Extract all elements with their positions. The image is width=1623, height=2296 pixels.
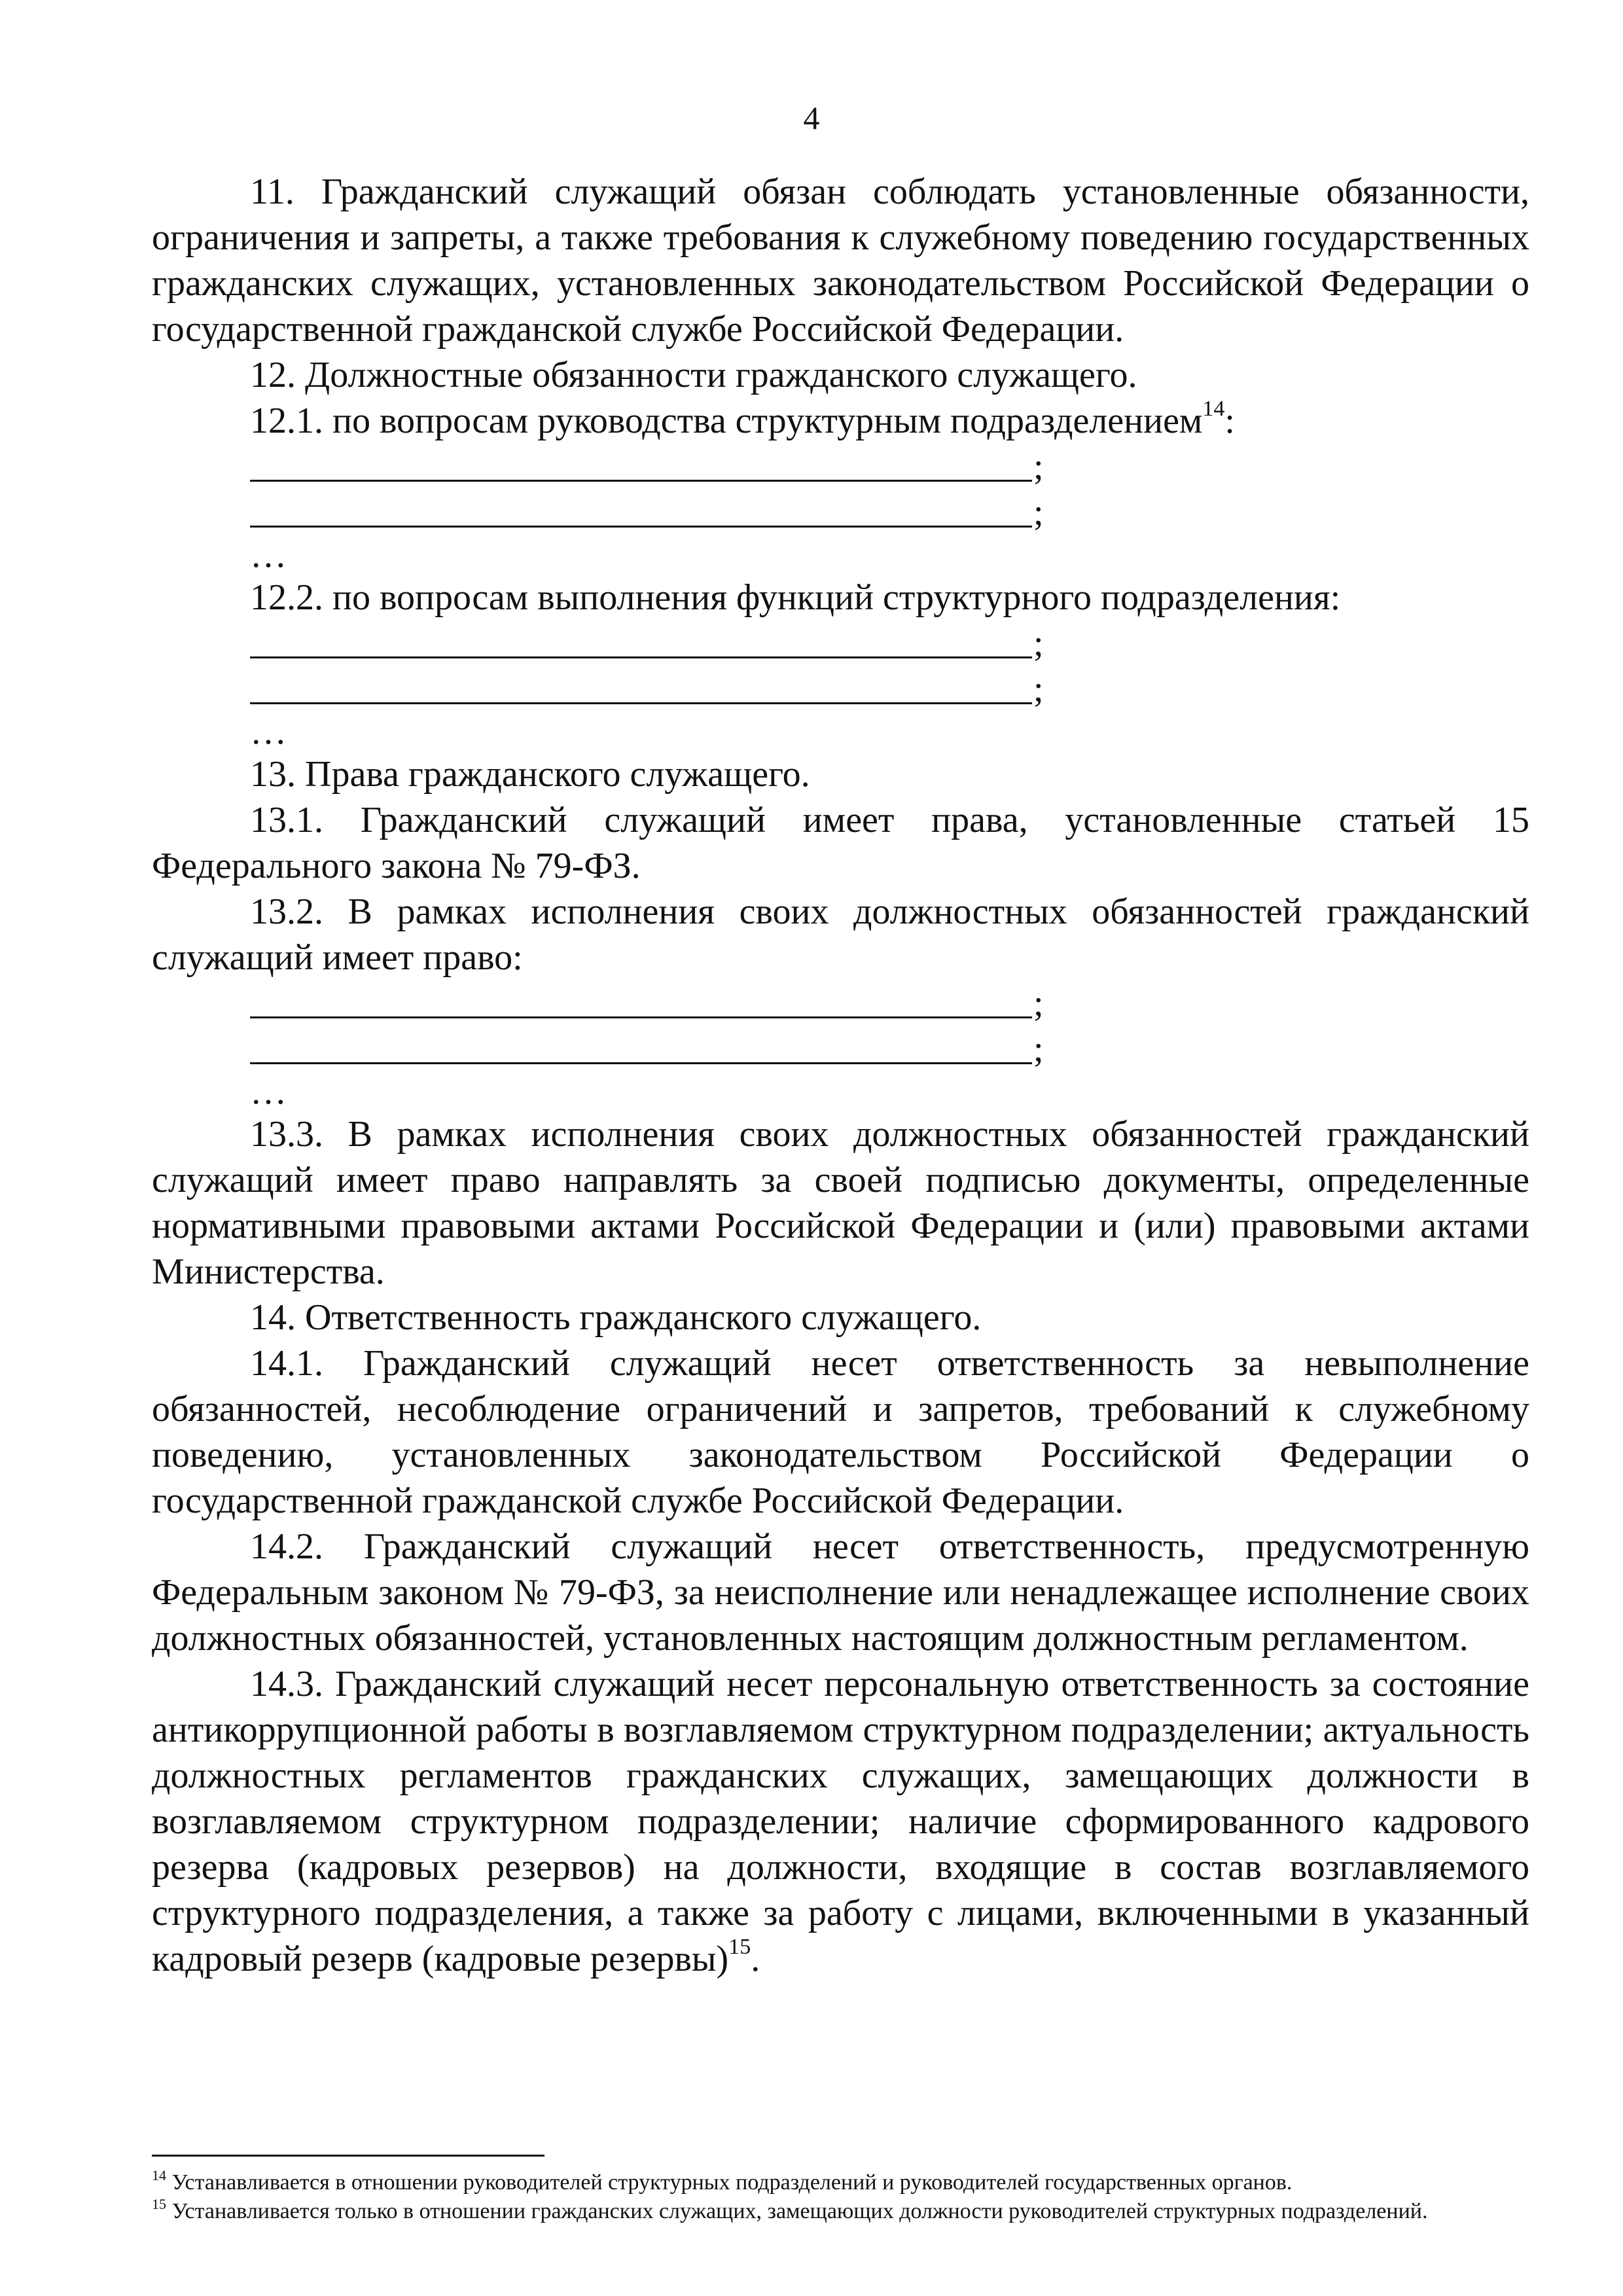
footnote-14 (152, 2168, 1529, 2197)
footnote-text: Устанавливается в отношении руководителей структурных подразделений и руководителей государственных органов. (166, 2170, 1293, 2195)
footnote-separator (152, 2155, 544, 2157)
blank-entry-line (250, 980, 1529, 1026)
paragraph-14-3-text: 14.3. Гражданский служащий несет персональную ответственность за состояние антикоррупционной работы в возглавляемом структурном подразделении; актуальность должностных регламентов гражданских служащих, замещающих должности в возглавляемом структурном подразделении; наличие сформированного кадрового резерва (кадровых резервов) на должности, входящие в состав возглавляемого структурного подразделения, а также за работу с лицами, включенными в указанный кадровый резерв (кадровые резервы) (152, 1664, 1529, 1979)
paragraph-12-1-text: 12.1. по вопросам руководства структурным подразделением (250, 401, 1203, 441)
paragraph-13-3: 13.3. В рамках исполнения своих должностных обязанностей гражданский служащий имеет право направлять за своей подписью документы, определенные нормативными правовыми актами Российской Федерации и (или) правовыми актами Министерства. (152, 1114, 1529, 1292)
paragraph-14: 14. Ответственность гражданского служащего. (250, 1297, 982, 1338)
paragraph-13: 13. Права гражданского служащего. (250, 754, 810, 795)
paragraph-14-3 (152, 1661, 1529, 1982)
paragraph-12-2: 12.2. по вопросам выполнения функций структурного подразделения: (250, 577, 1341, 618)
blank-semicolon: ; (1033, 492, 1044, 533)
paragraph-14-1: 14.1. Гражданский служащий несет ответственность за невыполнение обязанностей, несоблюдение ограничений и запретов, требований к служебному поведению, установленных законодательством Российской Федерации о государственной гражданской службе Российской Федерации. (152, 1343, 1529, 1521)
blank-semicolon: ; (1033, 669, 1044, 709)
paragraph-14-2: 14.2. Гражданский служащий несет ответственность, предусмотренную Федеральным законом № 79-ФЗ, за неисполнение или ненадлежащее исполнение своих должностных обязанностей, установленных настоящим должностным регламентом. (152, 1526, 1529, 1659)
blank-underline (250, 624, 1032, 658)
blank-semicolon: ; (1033, 446, 1044, 487)
paragraph-13-1: 13.1. Гражданский служащий имеет права, установленные статьей 15 Федерального закона № 79-ФЗ. (152, 800, 1529, 886)
ellipsis: … (250, 535, 287, 575)
footnotes (152, 2155, 1529, 2226)
blank-semicolon: ; (1033, 623, 1044, 664)
blank-entry-line (250, 620, 1529, 666)
paragraph-14-3-period: . (751, 1939, 760, 1979)
blank-underline (250, 1030, 1032, 1064)
blank-entry-line (250, 444, 1529, 490)
footnote-mark: 14 (152, 2167, 166, 2183)
footnote-text: Устанавливается только в отношении гражданских служащих, замещающих должности руководителей структурных подразделений. (166, 2199, 1428, 2223)
page-number: 4 (803, 99, 820, 136)
ellipsis: … (250, 711, 287, 752)
blank-semicolon: ; (1033, 983, 1044, 1024)
blank-entry-line (250, 490, 1529, 535)
document-body (152, 169, 1529, 1982)
paragraph-12: 12. Должностные обязанности гражданского служащего. (250, 355, 1137, 395)
paragraph-12-1-colon: : (1224, 401, 1235, 441)
blank-underline (250, 984, 1032, 1018)
paragraph-13-2: 13.2. В рамках исполнения своих должностных обязанностей гражданский служащий имеет право: (152, 891, 1529, 978)
paragraph-11: 11. Гражданский служащий обязан соблюдать установленные обязанности, ограничения и запреты, а также требования к служебному поведению государственных гражданских служащих, установленных законодательством Российской Федерации о государственной гражданской службе Российской Федерации. (152, 171, 1529, 350)
blank-entry-line (250, 666, 1529, 712)
ellipsis: … (250, 1071, 287, 1112)
blank-underline (250, 670, 1032, 704)
blank-semicolon: ; (1033, 1029, 1044, 1069)
blank-underline (250, 447, 1032, 482)
footnote-ref-15: 15 (728, 1935, 751, 1959)
footnote-ref-14: 14 (1202, 397, 1225, 421)
blank-entry-line (250, 1026, 1529, 1072)
footnote-mark: 15 (152, 2196, 166, 2212)
footnote-15 (152, 2197, 1529, 2226)
blank-underline (250, 493, 1032, 528)
paragraph-12-1 (152, 398, 1529, 444)
